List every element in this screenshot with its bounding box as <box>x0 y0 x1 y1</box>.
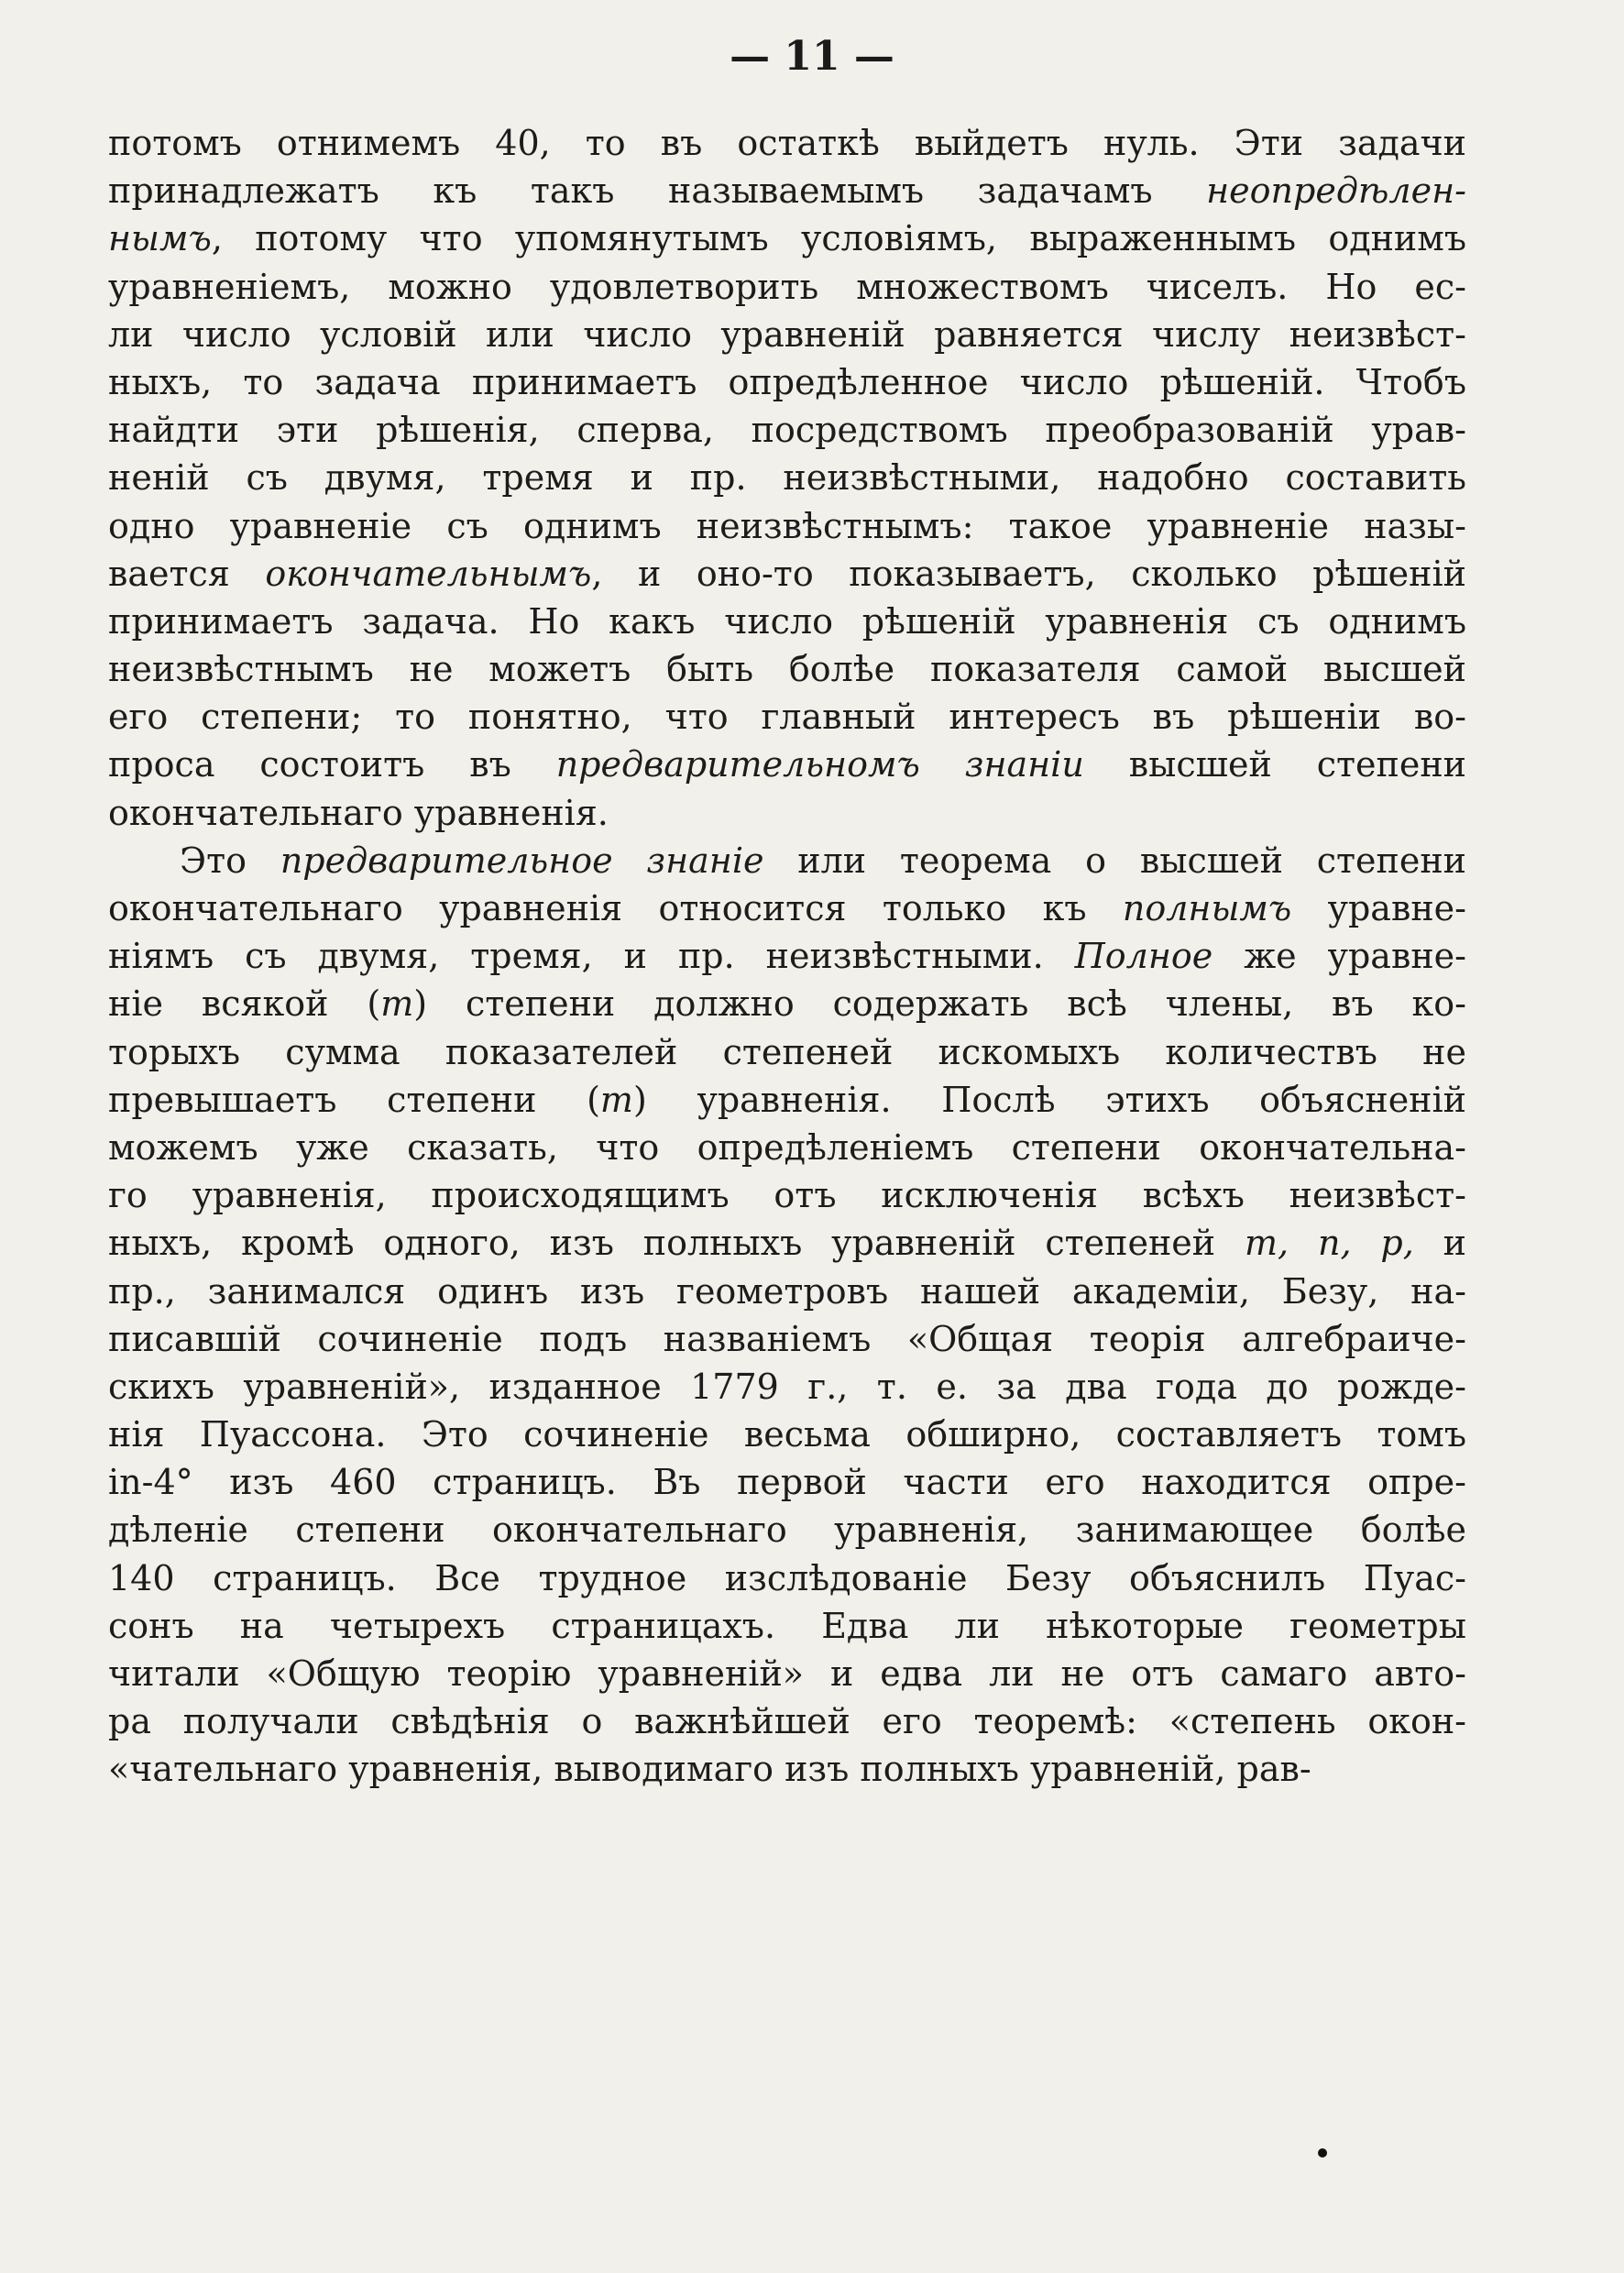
text-line <box>108 1219 1466 1267</box>
text-run: или теорема о высшей степени <box>763 840 1467 881</box>
italic-run: полнымъ <box>1122 888 1292 928</box>
text-line <box>108 119 1466 167</box>
text-line <box>108 1745 1466 1793</box>
text-line <box>108 741 1466 788</box>
text-run: , и оно-то показываетъ, сколько рѣшеній <box>591 553 1466 594</box>
text-line <box>108 358 1466 406</box>
text-run: сонъ на четырехъ страницахъ. Едва ли нѣкоторые геометры <box>108 1605 1466 1646</box>
text-run: неній съ двумя, тремя и пр. неизвѣстными, надобно составить <box>108 457 1466 499</box>
text-run: ли число условій или число уравненій равняется числу неизвѣст- <box>108 313 1466 355</box>
text-run: уравненіемъ, можно удовлетворить множествомъ чиселъ. Но ес- <box>108 266 1466 307</box>
text-run: , потому что упомянутымъ условіямъ, выраженнымъ однимъ <box>211 218 1466 259</box>
italic-run: нымъ <box>108 218 212 259</box>
page-number: — 11 — <box>730 33 894 80</box>
text-line <box>108 214 1466 262</box>
text-run: уравне- <box>1291 888 1466 928</box>
ink-speck <box>1318 2148 1327 2158</box>
text-run: принадлежатъ къ такъ называемымъ задачамъ <box>108 170 1207 212</box>
text-run: нія Пуассона. Это сочиненіе весьма обширно, составляетъ томъ <box>108 1414 1466 1455</box>
text-run: можемъ уже сказать, что опредѣленіемъ степени окончательна- <box>108 1126 1466 1168</box>
text-run: in-4° изъ 460 страницъ. Въ первой части его находится опре- <box>108 1462 1466 1503</box>
text-line <box>108 406 1466 454</box>
text-line <box>108 1697 1466 1745</box>
text-run: и <box>1413 1223 1466 1264</box>
text-run: неизвѣстнымъ не можетъ быть болѣе показателя самой высшей <box>108 649 1466 690</box>
italic-run: m <box>599 1079 633 1120</box>
text-run: ра получали свѣдѣнія о важнѣйшей его теоремѣ: «степень окон- <box>108 1701 1466 1742</box>
body-text <box>108 119 1466 1794</box>
text-run: ) степени должно содержать всѣ члены, въ ко- <box>413 983 1466 1025</box>
italic-run: окончательнымъ <box>265 553 592 594</box>
text-run: его степени; то понятно, что главный интересъ въ рѣшеніи во- <box>108 697 1466 738</box>
italic-run: m <box>380 983 414 1025</box>
text-run: ныхъ, кромѣ одного, изъ полныхъ уравненій степеней <box>108 1223 1245 1264</box>
text-run: читали «Общую теорію уравненій» и едва ли не отъ самаго авто- <box>108 1653 1466 1694</box>
text-line <box>108 884 1466 932</box>
text-run: ніе всякой ( <box>108 983 381 1025</box>
text-line <box>108 693 1466 741</box>
text-run: «чательнаго уравненія, выводимаго изъ полныхъ уравненій, рав- <box>108 1749 1311 1790</box>
text-run: окончательнаго уравненія относится только къ <box>108 888 1123 928</box>
text-line <box>108 1124 1466 1171</box>
text-run: принимаетъ задача. Но какъ число рѣшеній уравненія съ однимъ <box>108 600 1466 642</box>
text-line <box>108 311 1466 358</box>
text-run: потомъ отнимемъ 40, то въ остаткѣ выйдетъ нуль. Эти задачи <box>108 123 1466 163</box>
text-line <box>108 550 1466 598</box>
text-line <box>108 1171 1466 1219</box>
text-run: дѣленіе степени окончательнаго уравненія, занимающее болѣе <box>108 1510 1466 1551</box>
text-line <box>108 167 1466 214</box>
text-line <box>108 1028 1466 1076</box>
text-line <box>108 932 1466 980</box>
text-run: окончательнаго уравненія. <box>108 792 609 833</box>
text-line <box>108 1076 1466 1124</box>
text-line <box>108 1458 1466 1506</box>
text-run: ныхъ, то задача принимаетъ опредѣленное число рѣшеній. Чтобъ <box>108 361 1466 402</box>
italic-run: предварительное знаніе <box>280 840 764 881</box>
text-line <box>108 980 1466 1027</box>
text-run: пр., занимался одинъ изъ геометровъ нашей академіи, Безу, на- <box>108 1270 1466 1312</box>
text-run: 140 страницъ. Все трудное изслѣдованіе Безу объяснилъ Пуас- <box>108 1557 1466 1598</box>
text-run: же уравне- <box>1213 936 1466 977</box>
text-line <box>108 502 1466 550</box>
italic-run: неопредѣлен- <box>1206 170 1466 212</box>
text-run: ) уравненія. Послѣ этихъ объясненій <box>632 1079 1466 1120</box>
text-run: найдти эти рѣшенія, сперва, посредствомъ преобразованій урав- <box>108 410 1466 451</box>
text-line <box>108 1315 1466 1363</box>
text-run: одно уравненіе съ однимъ неизвѣстнымъ: такое уравненіе назы- <box>108 505 1466 546</box>
text-line <box>108 598 1466 645</box>
text-line <box>108 1650 1466 1697</box>
text-run: вается <box>108 553 266 594</box>
text-run: ніямъ съ двумя, тремя, и пр. неизвѣстными. <box>108 936 1075 977</box>
text-run: торыхъ сумма показателей степеней искомыхъ количествъ не <box>108 1031 1466 1072</box>
text-run: Это <box>180 840 280 881</box>
text-line <box>108 1363 1466 1411</box>
text-line <box>108 837 1466 884</box>
italic-run: предварительномъ знаніи <box>555 744 1084 785</box>
text-run: превышаетъ степени ( <box>108 1079 600 1120</box>
text-line <box>108 1268 1466 1315</box>
text-line <box>108 1506 1466 1554</box>
text-line <box>108 1602 1466 1650</box>
text-run: проса состоитъ въ <box>108 744 556 785</box>
text-line <box>108 789 1466 837</box>
italic-run: Полное <box>1074 936 1213 977</box>
text-line <box>108 454 1466 501</box>
text-line <box>108 263 1466 311</box>
text-line <box>108 1554 1466 1602</box>
italic-run: m, n, p, <box>1244 1223 1414 1264</box>
text-run: го уравненія, происходящимъ отъ исключенія всѣхъ неизвѣст- <box>108 1175 1466 1216</box>
text-run: высшей степени <box>1083 744 1466 785</box>
text-line <box>108 1411 1466 1458</box>
text-line <box>108 645 1466 693</box>
text-run: писавшій сочиненіе подъ названіемъ «Общая теорія алгебраиче- <box>108 1318 1466 1359</box>
text-run: скихъ уравненій», изданное 1779 г., т. е. за два года до рожде- <box>108 1366 1466 1407</box>
